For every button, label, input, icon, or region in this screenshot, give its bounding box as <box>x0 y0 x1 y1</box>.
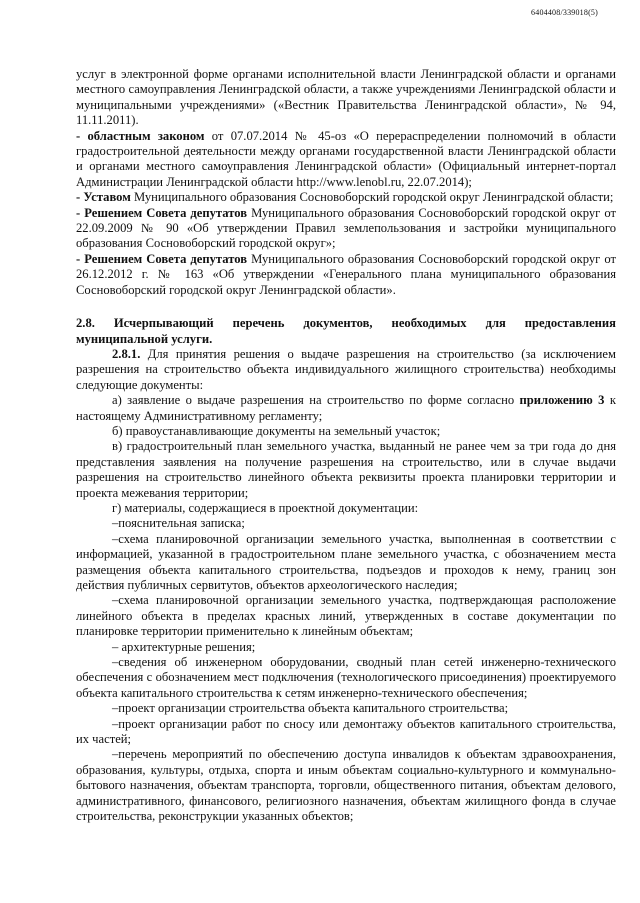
item-a-tail: к настоящему Административному регламенту; <box>76 393 616 423</box>
council-decision-2-paragraph <box>76 252 616 298</box>
intro-paragraph: услуг в электронной форме органами исполнительной власти Ленинградской области и органами местного самоуправления Ленинградской области, а также учреждениями Ленинградской области и муниципальными учреждениями» («Вестник Правительства Ленинградской области», № 94, 11.11.2011). <box>76 67 616 128</box>
item-v: в) градостроительный план земельного участка, выданный не ранее чем за три года до дня представления заявления на получение разрешения на строительство, или в случае выдачи разрешения на строительство линейного объекта реквизиты проекта планировки территории и проекта межевания территории; <box>76 439 616 500</box>
law-regional-paragraph <box>76 129 616 191</box>
list-item-linear-site-plan: –схема планировочной организации земельного участка, подтверждающая расположение линейного объекта в пределах красных линий, утвержденных в составе документации по планировке территории применительно к линейным объектам; <box>76 593 616 639</box>
charter-text: Муниципального образования Сосновоборский городской округ Ленинградской области; <box>130 190 614 205</box>
list-item-accessibility: –перечень мероприятий по обеспечению доступа инвалидов к объектам здравоохранения, образования, культуры, отдыха, спорта и иным объектам социально-культурного и коммунально-бытового назначения, объектам транспорта, торговли, общественного питания, объектам делового, административного, финансового, религиозного назначения, объектам жилищного фонда в случае строительства, реконструкции указанных объектов; <box>76 747 616 824</box>
council-decision-1-paragraph <box>76 206 616 252</box>
document-id: 6404408/339018(5) <box>531 8 598 17</box>
list-item-engineering: –сведения об инженерном оборудовании, сводный план сетей инженерно-технического обеспечения с обозначением мест подключения (технологического присоединения) проектируемого объекта капитального строительства к сетям инженерно-технического обеспечения; <box>76 655 616 700</box>
item-g: г) материалы, содержащиеся в проектной документации: <box>112 500 419 515</box>
subsection-text: Для принятия решения о выдаче разрешения на строительство (за исключением разрешения на строительство объекта индивидуального жилищного строительства) необходимы следующие документы: <box>76 346 616 392</box>
document-body <box>76 67 616 825</box>
list-item-site-plan: –схема планировочной организации земельного участка, выполненная в соответствии с информацией, указанной в градостроительном плане земельного участка, с обозначением места размещения объекта капитального строительства, подъездов и проходов к нему, границ зон действия публичных сервитутов, объектов археологического наследия; <box>76 531 616 592</box>
list-item-construction-project: –проект организации строительства объекта капитального строительства; <box>112 701 509 716</box>
item-a-text: а) заявление о выдаче разрешения на строительство по форме согласно <box>112 393 520 408</box>
section-title: 2.8. Исчерпывающий перечень документов, необходимых для предоставления муниципальной услуги. <box>76 316 616 346</box>
council-decision-1-text: Муниципального образования Сосновоборский городской округ от 22.09.2009 № 90 «Об утверждении Правил землепользования и застройки муниципального образования Сосновоборский городской округ»; <box>76 205 616 251</box>
list-item-explanatory-note: –пояснительная записка; <box>112 516 245 531</box>
law-regional-text: от 07.07.2014 № 45-оз «О перераспределении полномочий в области градостроительной деятельности между органами государственной власти Ленинградской области и органами местного самоуправления Ленинградской области» (Официальный интернет-портал Администрации Ленинградской области http://www.lenobl.ru, 22.07.2014); <box>76 128 616 189</box>
item-a <box>76 393 616 424</box>
charter-bold: - Уставом <box>76 190 131 205</box>
council-decision-2-text: Муниципального образования Сосновоборский городской округ от 26.12.2012 г. № 163 «Об утверждении «Генерального плана муниципального образования Сосновоборский городской округ Ленинградской области». <box>76 251 616 297</box>
item-b: б) правоустанавливающие документы на земельный участок; <box>112 423 441 438</box>
subsection-number: 2.8.1. <box>112 346 141 361</box>
list-item-demolition-project: –проект организации работ по сносу или демонтажу объектов капитального строительства, их частей; <box>76 716 616 747</box>
charter-paragraph <box>76 190 616 205</box>
item-a-appendix-ref: приложению 3 <box>519 393 605 408</box>
council-decision-1-bold: - Решением Совета депутатов <box>76 205 248 220</box>
list-item-architecture: – архитектурные решения; <box>112 639 256 654</box>
subsection-2-8-1 <box>76 347 616 393</box>
section-gap <box>76 298 616 316</box>
law-regional-bold: - областным законом <box>76 128 205 143</box>
council-decision-2-bold: - Решением Совета депутатов <box>76 251 248 266</box>
